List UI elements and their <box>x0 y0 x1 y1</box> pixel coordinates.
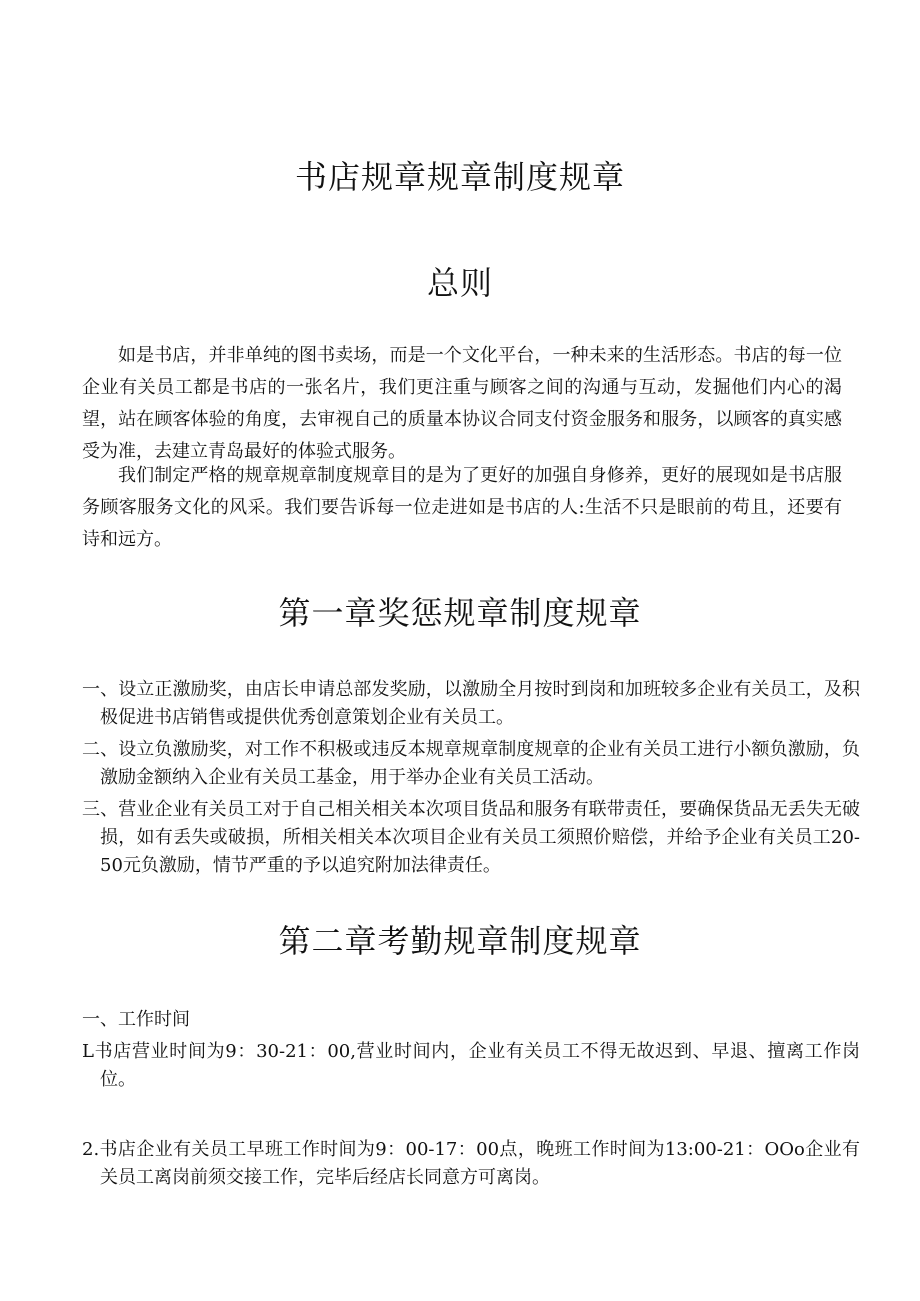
chapter1-item-1: 一、设立正激励奖，由店长申请总部发奖励，以激励全月按时到岗和加班较多企业有关员工，及积极促进书店销售或提供优秀创意策划企业有关员工。 <box>82 679 860 728</box>
chapter2-section-1-heading: 一、工作时间 <box>82 1009 190 1030</box>
chapter2-item-2: 2.书店企业有关员工早班工作时间为9：00-17：00点，晚班工作时间为13:00-21：OOo企业有关员工离岗前须交接工作，完毕后经店长同意方可离岗。 <box>82 1139 860 1188</box>
chapter1-heading: 第一章奖惩规章制度规章 <box>278 594 642 632</box>
chapter2-heading: 第二章考勤规章制度规章 <box>278 922 642 960</box>
chapter1-item-3: 三、营业企业有关员工对于自己相关相关本次项目货品和服务有联带责任，要确保货品无丢失无破损，如有丢失或破损，所相关相关本次项目企业有关员工须照价赔偿，并给予企业有关员工20-50元负激励，情节严重的予以追究附加法律责任。 <box>82 799 860 876</box>
chapter2-item-1: L书店营业时间为9：30-21：00,营业时间内，企业有关员工不得无故迟到、早退、擅离工作岗位。 <box>82 1041 860 1090</box>
chapter1-item-2: 二、设立负激励奖，对工作不积极或违反本规章规章制度规章的企业有关员工进行小额负激励，负激励金额纳入企业有关员工基金，用于举办企业有关员工活动。 <box>82 739 860 788</box>
general-paragraph-1: 如是书店，并非单纯的图书卖场，而是一个文化平台，一种未来的生活形态。书店的每一位企业有关员工都是书店的一张名片，我们更注重与顾客之间的沟通与互动，发掘他们内心的渴望，站在顾客体验的角度，去审视自己的质量本协议合同支付资金服务和服务，以顾客的真实感受为准，去建立青岛最好的体验式服务。 <box>82 345 842 462</box>
document-title: 书店规章规章制度规章 <box>294 158 625 196</box>
general-paragraph-2: 我们制定严格的规章规章制度规章目的是为了更好的加强自身修养，更好的展现如是书店服务顾客服务文化的风采。我们要告诉每一位走进如是书店的人:生活不只是眼前的苟且，还要有诗和远方。 <box>82 465 842 550</box>
general-heading: 总则 <box>426 264 493 302</box>
